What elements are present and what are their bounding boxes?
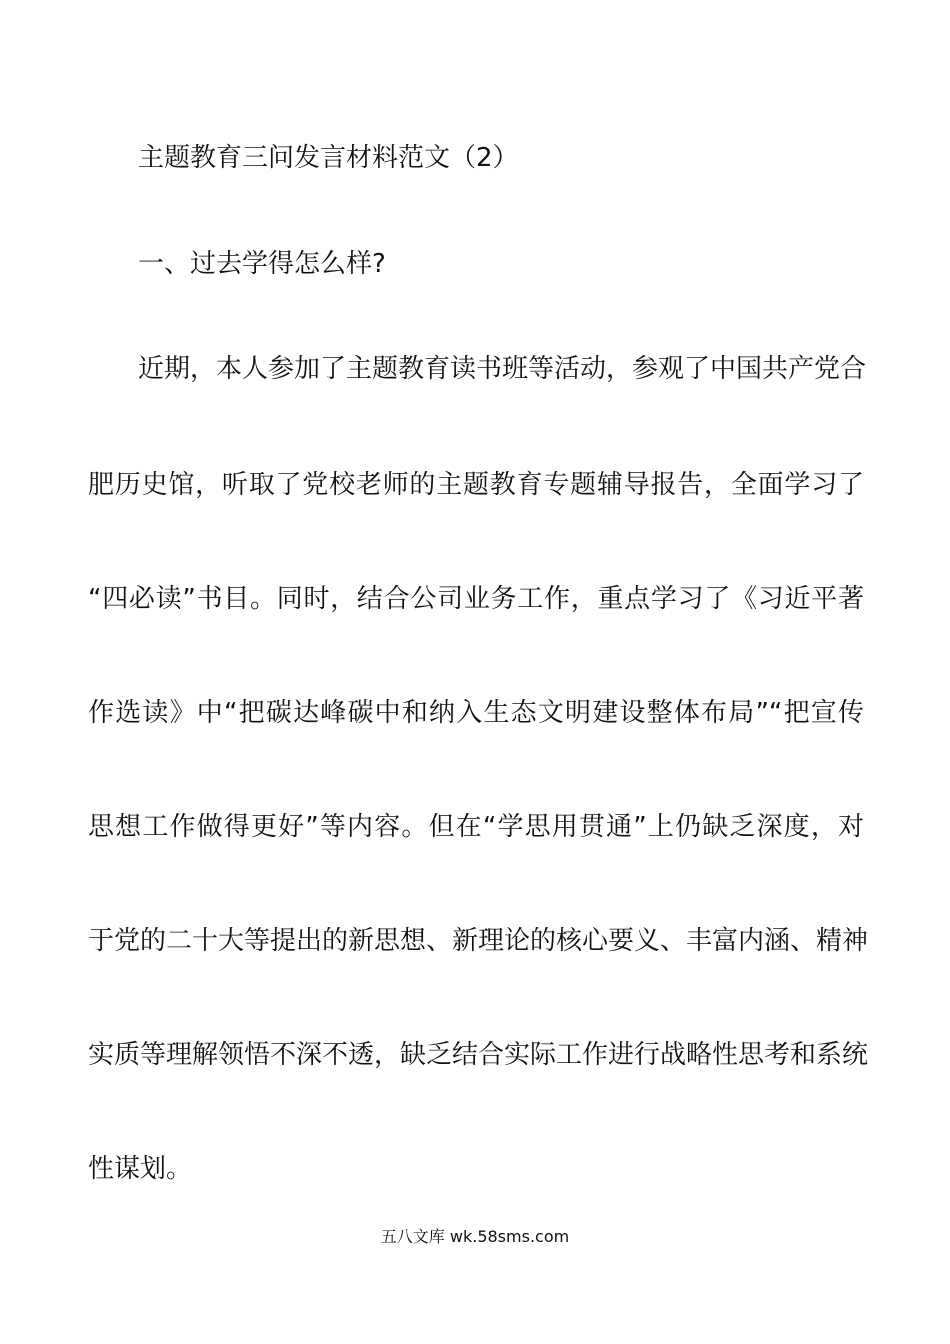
- paragraph-line-6: 于党的二十大等提出的新思想、新理论的核心要义、丰富内涵、精神: [88, 926, 869, 956]
- document-title: 主题教育三问发言材料范文（2）: [138, 143, 519, 173]
- paragraph-line-1: 近期，本人参加了主题教育读书班等活动，参观了中国共产党合: [138, 354, 867, 384]
- paragraph-line-5: 思想工作做得更好”等内容。但在“学思用贯通”上仍缺乏深度，对: [88, 812, 864, 842]
- footer-source-text: 五八文库 wk.58sms.com: [380, 1227, 570, 1246]
- paragraph-line-3: “四必读”书目。同时，结合公司业务工作，重点学习了《习近平著: [88, 584, 864, 614]
- paragraph-line-7: 实质等理解领悟不深不透，缺乏结合实际工作进行战略性思考和系统: [88, 1040, 869, 1070]
- section-heading: 一、过去学得怎么样?: [138, 249, 386, 279]
- paragraph-line-2: 肥历史馆，听取了党校老师的主题教育专题辅导报告，全面学习了: [88, 470, 864, 500]
- paragraph-line-8: 性谋划。: [88, 1154, 193, 1184]
- paragraph-line-4: 作选读》中“把碳达峰碳中和纳入生态文明建设整体布局”“把宣传: [88, 698, 864, 728]
